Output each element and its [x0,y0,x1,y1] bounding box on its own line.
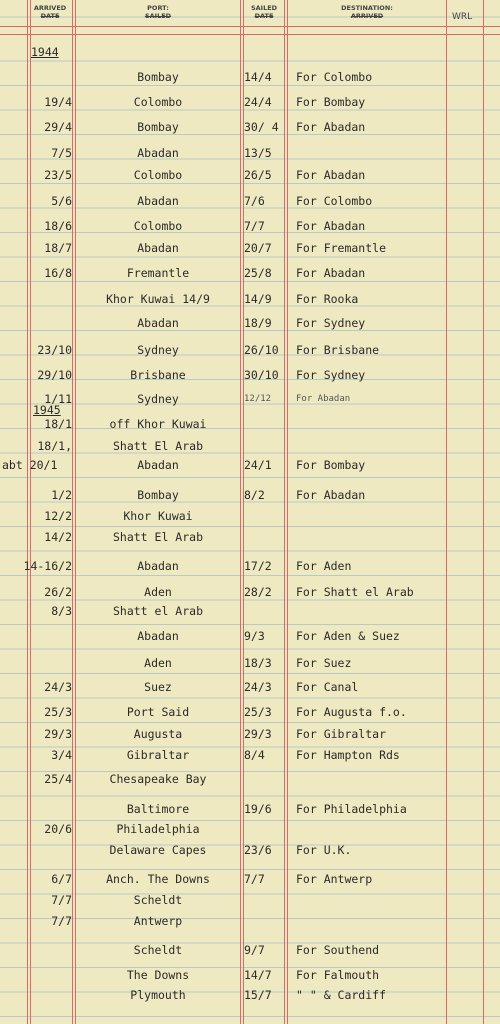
sailed-date: 30/ 4 [244,120,279,134]
port-name: Plymouth [130,988,186,1002]
header-rule [0,34,500,35]
sailed-date: 25/3 [244,705,272,719]
destination: For Southend [296,943,380,957]
destination: For Suez [296,656,352,670]
sailed-date: 7/6 [244,194,265,208]
destination: For Abadan [296,266,366,280]
destination: For Sydney [296,316,366,330]
sailed-date: 12/12 [244,394,272,404]
destination: For Aden & Suez [296,629,400,643]
sailed-date: 25/8 [244,266,272,280]
sailed-date: 28/2 [244,585,272,599]
destination: For Abadan [296,168,366,182]
sailed-date: 26/10 [244,343,279,357]
destination: For Canal [296,680,359,694]
sailed-date: 18/9 [244,316,272,330]
destination: For Abadan [296,219,366,233]
port-name: Colombo [133,219,183,233]
port-name: Abadan [137,458,179,472]
port-name: Sydney [137,392,179,406]
sailed-date: 8/4 [244,748,265,762]
column-rule [483,0,484,1024]
arrived-date: 14/2 [44,530,72,544]
destination: For Antwerp [296,872,373,886]
sailed-date: 17/2 [244,559,272,573]
destination: For Abadan [296,120,366,134]
arrived-date: 26/2 [44,585,72,599]
arrived-date: 6/7 [51,872,72,886]
port-name: Bombay [137,488,179,502]
sailed-date: 8/2 [244,488,265,502]
port-name: Shatt El Arab [112,439,203,453]
port-name: Aden [144,656,172,670]
header-sailed [244,4,284,20]
sailed-date: 13/5 [244,146,272,160]
arrived-date: 7/5 [51,146,72,160]
destination: For Abadan [296,394,351,404]
destination: For Rooka [296,292,359,306]
destination: " " & Cardiff [296,988,387,1002]
port-name: Khor Kuwai [123,509,193,523]
port-name: Brisbane [130,368,186,382]
port-name: Shatt El Arab [112,530,203,544]
arrived-date: 7/7 [51,914,72,928]
port-name: Port Said [126,705,190,719]
destination: For Bombay [296,95,366,109]
destination: For Colombo [296,194,373,208]
port-name: off Khor Kuwai [109,417,207,431]
port-name: The Downs [126,968,190,982]
header-sailed-label: SAILED [250,4,278,12]
sailed-date: 30/10 [244,368,279,382]
port-name: Abadan [137,629,179,643]
destination: For Abadan [296,488,366,502]
arrived-date: 29/3 [44,727,72,741]
arrived-date: 18/7 [44,241,72,255]
sailed-date: 24/1 [244,458,272,472]
sailed-date: 14/9 [244,292,272,306]
destination: For Fremantle [296,241,387,255]
arrived-date: 1/2 [51,488,72,502]
arrived-date: 25/3 [44,705,72,719]
arrived-date: 18/1 [44,417,72,431]
sailed-date: 7/7 [244,219,265,233]
arrived-date: 18/6 [44,219,72,233]
header-rule [0,26,500,27]
sailed-date: 9/7 [244,943,265,957]
port-name: Philadelphia [116,822,200,836]
arrived-date: 16/8 [44,266,72,280]
header-destination-label: DESTINATION: [341,4,393,12]
header-destination-sub: ARRIVED [350,12,384,20]
arrived-date: 29/4 [44,120,72,134]
sailed-date: 9/3 [244,629,265,643]
port-name: Scheldt [133,943,183,957]
destination: For Sydney [296,368,366,382]
sailed-date: 26/5 [244,168,272,182]
port-name: Shatt el Arab [112,604,203,618]
header-arrived-label: ARRIVED [33,4,67,12]
destination: For Colombo [296,70,373,84]
arrived-date: 3/4 [51,748,72,762]
port-name: Antwerp [133,914,183,928]
port-name: Abadan [137,194,179,208]
arrived-date: 8/3 [51,604,72,618]
port-name: Colombo [133,95,183,109]
port-name: Abadan [137,559,179,573]
destination: For Aden [296,559,352,573]
arrived-date: 1/11 [44,392,72,406]
sailed-date: 15/7 [244,988,272,1002]
header-arrived [28,4,72,20]
sailed-date: 19/6 [244,802,272,816]
port-name: Abadan [137,316,179,330]
destination: For Gibraltar [296,727,387,741]
port-name: Baltimore [126,802,190,816]
arrived-date: 14-16/2 [23,559,72,573]
port-name: Fremantle [126,266,190,280]
port-name: Scheldt [133,893,183,907]
header-destination [288,4,446,20]
arrived-date: 23/5 [44,168,72,182]
sailed-date: 20/7 [244,241,272,255]
destination: For Shatt el Arab [296,585,414,599]
column-rule [446,0,447,1024]
port-name: Augusta [133,727,183,741]
sailed-date: 24/4 [244,95,272,109]
destination: For Bombay [296,458,366,472]
arrived-date: 19/4 [44,95,72,109]
sailed-date: 24/3 [244,680,272,694]
arrived-date: 7/7 [51,893,72,907]
port-name: Abadan [137,241,179,255]
year-1945: 1945 [33,403,61,417]
sailed-date: 23/6 [244,843,272,857]
port-name: Chesapeake Bay [109,772,207,786]
arrived-date: 24/3 [44,680,72,694]
arrived-date: 20/6 [44,822,72,836]
port-name: Anch. The Downs [106,872,210,886]
arrived-date: 23/10 [37,343,72,357]
header-port [76,4,240,20]
sailed-date: 14/7 [244,968,272,982]
destination: For Augusta f.o. [296,705,407,719]
header-port-sub: SAILED [144,12,172,20]
destination: For Philadelphia [296,802,407,816]
year-1944: 1944 [31,45,59,59]
port-name: Aden [144,585,172,599]
header-port-label: PORT: [147,4,169,12]
arrived-date: 18/1, [37,439,72,453]
port-name: Sydney [137,343,179,357]
port-name: Bombay [137,70,179,84]
port-name: Abadan [137,146,179,160]
destination: For U.K. [296,843,352,857]
port-name: Gibraltar [126,748,190,762]
arrived-date: 29/10 [37,368,72,382]
port-name: Khor Kuwai 14/9 [106,292,210,306]
sailed-date: 14/4 [244,70,272,84]
header-sailed-sub: DATE [254,12,274,20]
port-name: Bombay [137,120,179,134]
port-name: Colombo [133,168,183,182]
arrived-date: 12/2 [44,509,72,523]
destination: For Hampton Rds [296,748,400,762]
sailed-date: 18/3 [244,656,272,670]
port-name: Suez [144,680,172,694]
arrived-date: abt 20/1 [2,458,58,472]
destination: For Brisbane [296,343,380,357]
sailed-date: 7/7 [244,872,265,886]
destination: For Falmouth [296,968,380,982]
arrived-date: 5/6 [51,194,72,208]
header-wrl: WRL [452,12,473,22]
header-arrived-sub: DATE [40,12,60,20]
port-name: Delaware Capes [109,843,207,857]
sailed-date: 29/3 [244,727,272,741]
arrived-date: 25/4 [44,772,72,786]
